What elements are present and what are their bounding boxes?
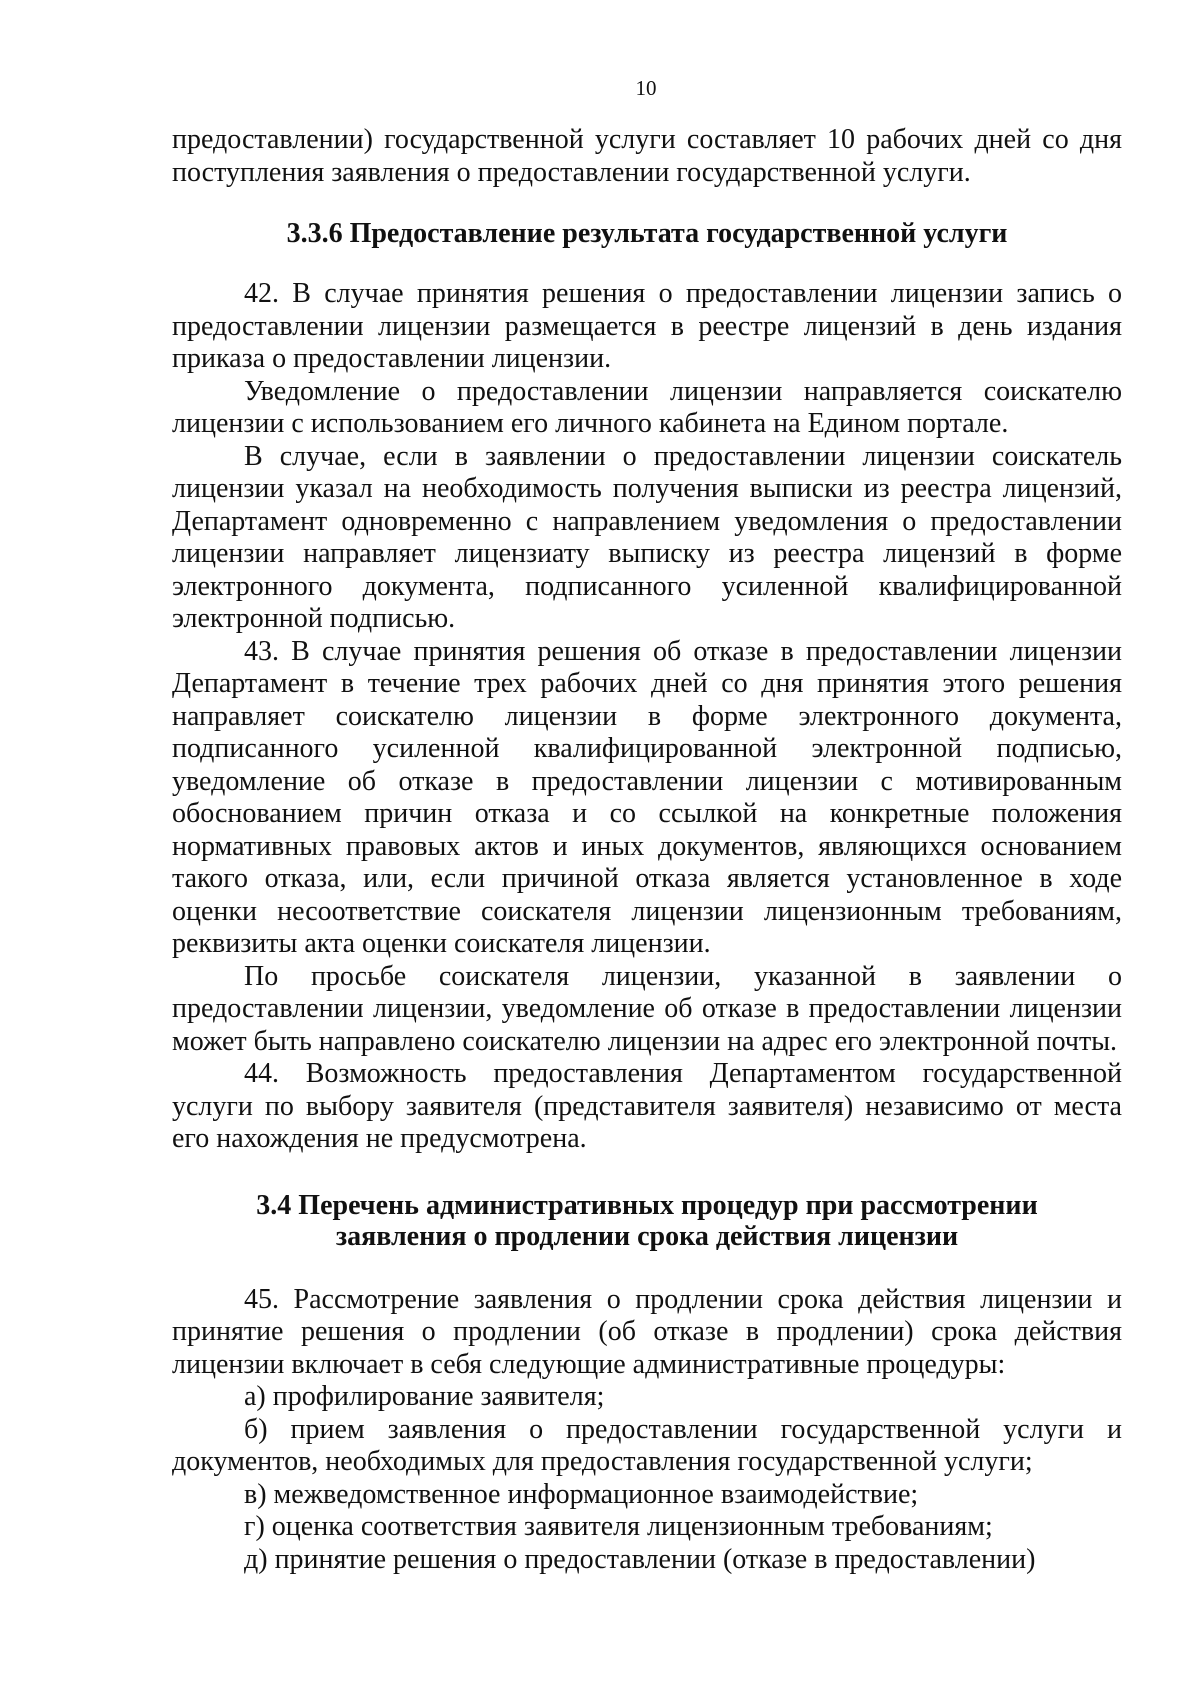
section-heading-3-3-6: 3.3.6 Предоставление результата государственной услуги (286, 218, 1008, 249)
list-item-g: г) оценка соответствия заявителя лицензионным требованиям; (244, 1511, 993, 1542)
list-item-v: в) межведомственное информационное взаимодействие; (244, 1478, 919, 1510)
list-item-a: а) профилирование заявителя; (244, 1381, 605, 1412)
paragraph-extract: В случае, если в заявлении о предоставлении лицензии соискатель лицензии указал на необходимость получения выписки из реестра лицензий, Департамент одновременно с направлением уведомления о предоставлении лицензии направляет лицензиату выписку из реестра лицензий в форме электронного документа, подписанного усиленной квалифицированной электронной подписью. (172, 440, 1122, 634)
paragraph-44: 44. Возможность предоставления Департаментом государственной услуги по выбору заявителя (представителя заявителя) независимо от места его нахождения не предусмотрена. (172, 1058, 1122, 1154)
page-number: 10 (635, 76, 657, 100)
section-heading-3-4-line-1: 3.4 Перечень административных процедур при рассмотрении (256, 1189, 1038, 1221)
paragraph-45: 45. Рассмотрение заявления о продлении срока действия лицензии и принятие решения о продлении (об отказе в продлении) срока действия лицензии включает в себя следующие административные процедуры: (172, 1283, 1122, 1380)
section-heading-3-4 (172, 1190, 1122, 1252)
paragraph-email-request: По просьбе соискателя лицензии, указанной в заявлении о предоставлении лицензии, уведомление об отказе в предоставлении лицензии может быть направлено соискателю лицензии на адрес его электронной почты. (172, 960, 1122, 1057)
document-body (172, 124, 1122, 1576)
list-item-b: б) прием заявления о предоставлении государственной услуги и документов, необходимых для предоставления государственной услуги; (172, 1413, 1122, 1477)
paragraph-43: 43. В случае принятия решения об отказе в предоставлении лицензии Департамент в течение трех рабочих дней со дня принятия этого решения направляет соискателю лицензии в форме электронного документа, подписанного усиленной квалифицированной электронной подписью, уведомление об отказе в предоставлении лицензии с мотивированным обоснованием причин отказа и со ссылкой на конкретные положения нормативных правовых актов и иных документов, являющихся основанием такого отказа, или, если причиной отказа является установленное в ходе оценки несоответствие соискателя лицензии лицензионным требованиям, реквизиты акта оценки соискателя лицензии. (172, 635, 1122, 959)
paragraph-notification: Уведомление о предоставлении лицензии направляется соискателю лицензии с использованием его личного кабинета на Едином портале. (172, 375, 1122, 439)
intro-paragraph: предоставлении) государственной услуги составляет 10 рабочих дней со дня поступления заявления о предоставлении государственной услуги. (172, 124, 1122, 188)
section-heading-3-4-line-2: заявления о продлении срока действия лицензии (335, 1220, 959, 1252)
list-item-d: д) принятие решения о предоставлении (отказе в предоставлении) (244, 1543, 1036, 1575)
paragraph-42: 42. В случае принятия решения о предоставлении лицензии запись о предоставлении лицензии размещается в реестре лицензий в день издания приказа о предоставлении лицензии. (172, 278, 1122, 374)
